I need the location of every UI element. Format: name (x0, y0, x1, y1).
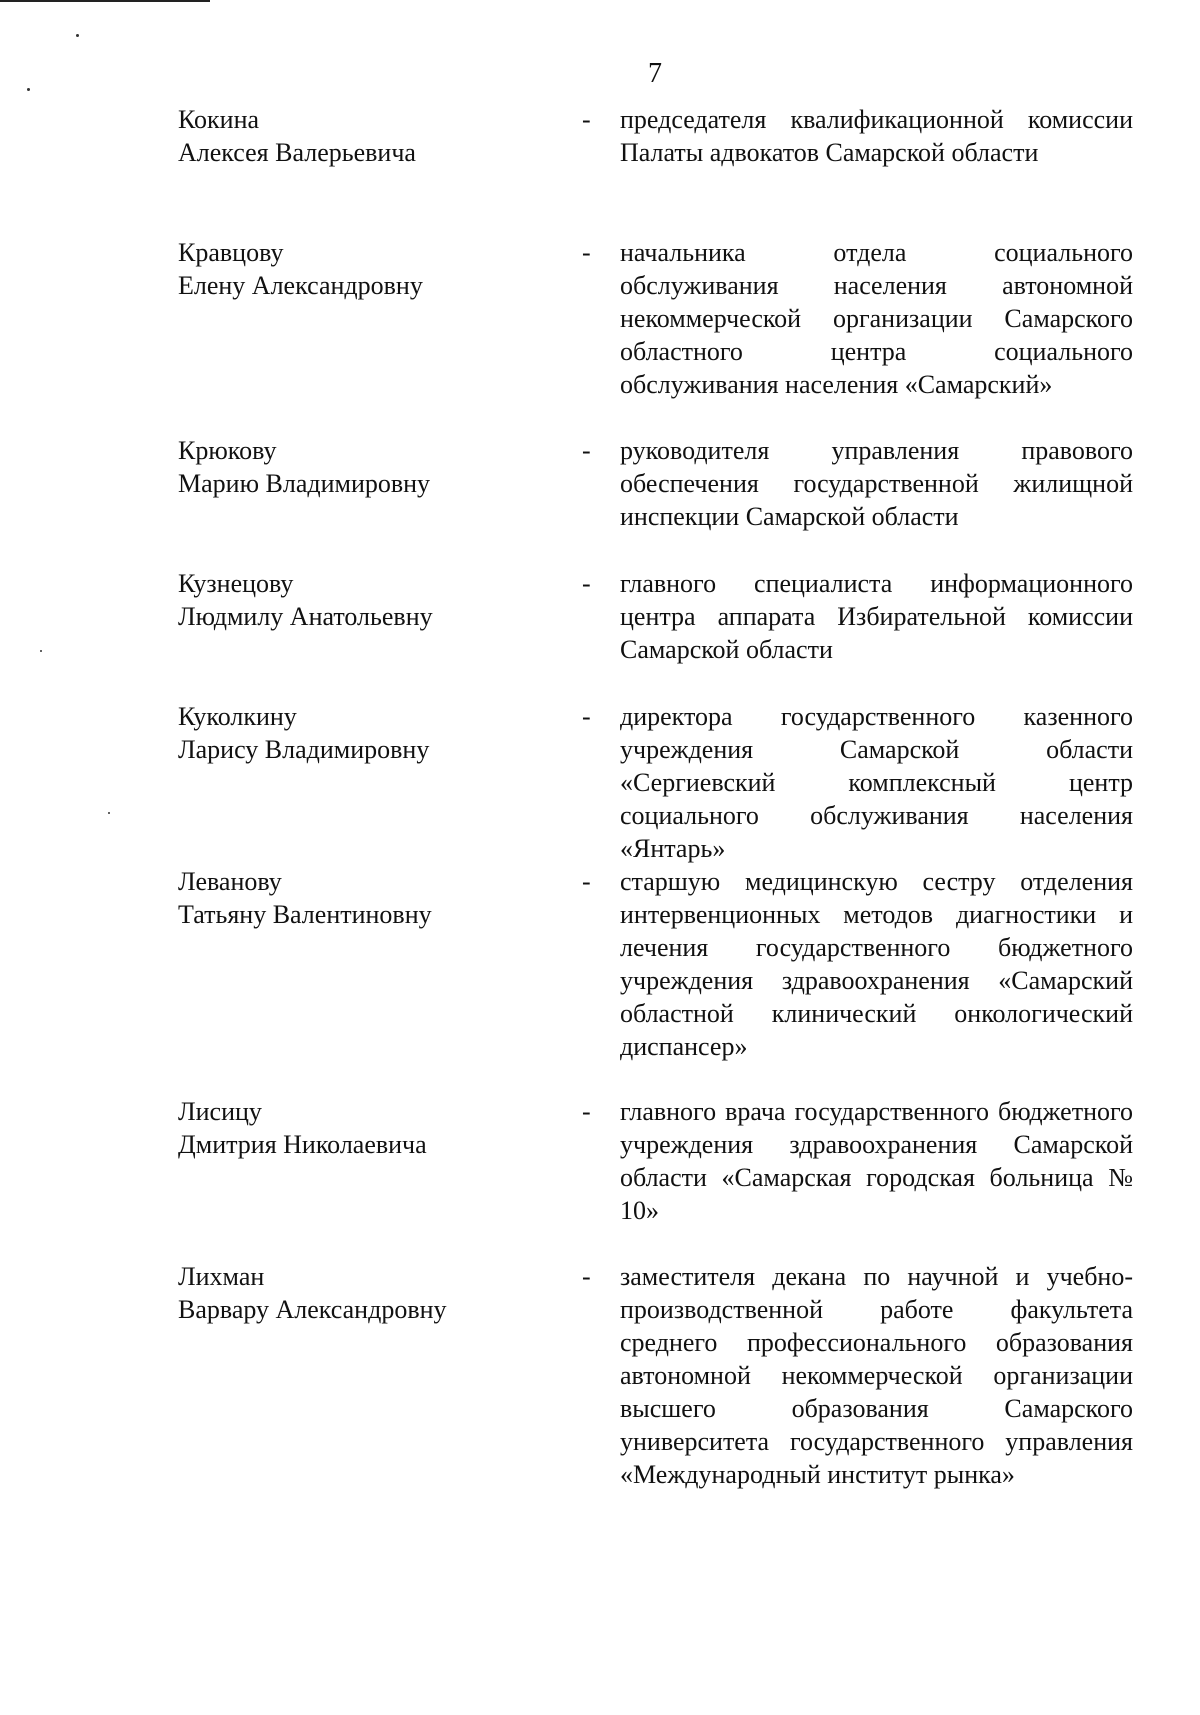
person-given-names: Людмилу Анатольевну (178, 602, 433, 631)
entry-dash: - (582, 105, 591, 134)
person-role: главного специалиста информационного центра аппарата Избирательной комиссии Самарской области (620, 569, 1133, 664)
person-given-names: Дмитрия Николаевича (178, 1130, 427, 1159)
scan-speck (76, 34, 79, 37)
person-surname: Крюкову (178, 436, 277, 465)
person-name (178, 236, 538, 302)
person-surname: Кокина (178, 105, 260, 134)
person-role: председателя квалификационной комиссии Палаты адвокатов Самарской области (620, 105, 1133, 167)
person-surname: Кравцову (178, 238, 284, 267)
scan-edge-rule (0, 0, 210, 2)
person-role: руководителя управления правового обеспечения государственной жилищной инспекции Самарской области (620, 436, 1133, 531)
person-name (178, 434, 538, 500)
entry-dash: - (582, 238, 591, 267)
person-surname: Леванову (178, 867, 282, 896)
entry-dash: - (582, 702, 591, 731)
person-role: старшую медицинскую сестру отделения интервенционных методов диагностики и лечения государственного бюджетного учреждения здравоохранения «Самарский областной клинический онкологический диспансер» (620, 867, 1133, 1061)
person-name (178, 1260, 538, 1326)
person-given-names: Ларису Владимировну (178, 735, 430, 764)
person-role: заместителя декана по научной и учебно-производственной работе факультета среднего профессионального образования автономной некоммерческой организации высшего образования Самарского университета государственного управления «Международный институт рынка» (620, 1262, 1133, 1489)
person-surname: Лихман (178, 1262, 265, 1291)
person-role: начальника отдела социального обслуживания населения автономной некоммерческой организации Самарского областного центра социального обслуживания населения «Самарский» (620, 238, 1133, 399)
person-given-names: Варвару Александровну (178, 1295, 447, 1324)
person-given-names: Татьяну Валентиновну (178, 900, 432, 929)
person-given-names: Марию Владимировну (178, 469, 431, 498)
page-number: 7 (648, 58, 662, 89)
person-given-names: Елену Александровну (178, 271, 423, 300)
person-name (178, 700, 538, 766)
person-name (178, 865, 538, 931)
person-name (178, 1095, 538, 1161)
entry-dash: - (582, 436, 591, 465)
scan-speck (40, 650, 42, 652)
entry-dash: - (582, 569, 591, 598)
person-name (178, 103, 538, 169)
person-surname: Кузнецову (178, 569, 294, 598)
person-role: главного врача государственного бюджетного учреждения здравоохранения Самарской области «Самарская городская больница № 10» (620, 1097, 1133, 1225)
person-name (178, 567, 538, 633)
entry-dash: - (582, 867, 591, 896)
person-given-names: Алексея Валерьевича (178, 138, 416, 167)
entry-dash: - (582, 1097, 591, 1126)
person-role: директора государственного казенного учреждения Самарской области «Сергиевский комплексный центр социального обслуживания населения «Янтарь» (620, 702, 1133, 863)
person-surname: Куколкину (178, 702, 297, 731)
person-surname: Лисицу (178, 1097, 262, 1126)
entry-dash: - (582, 1262, 591, 1291)
scan-speck (108, 812, 110, 814)
